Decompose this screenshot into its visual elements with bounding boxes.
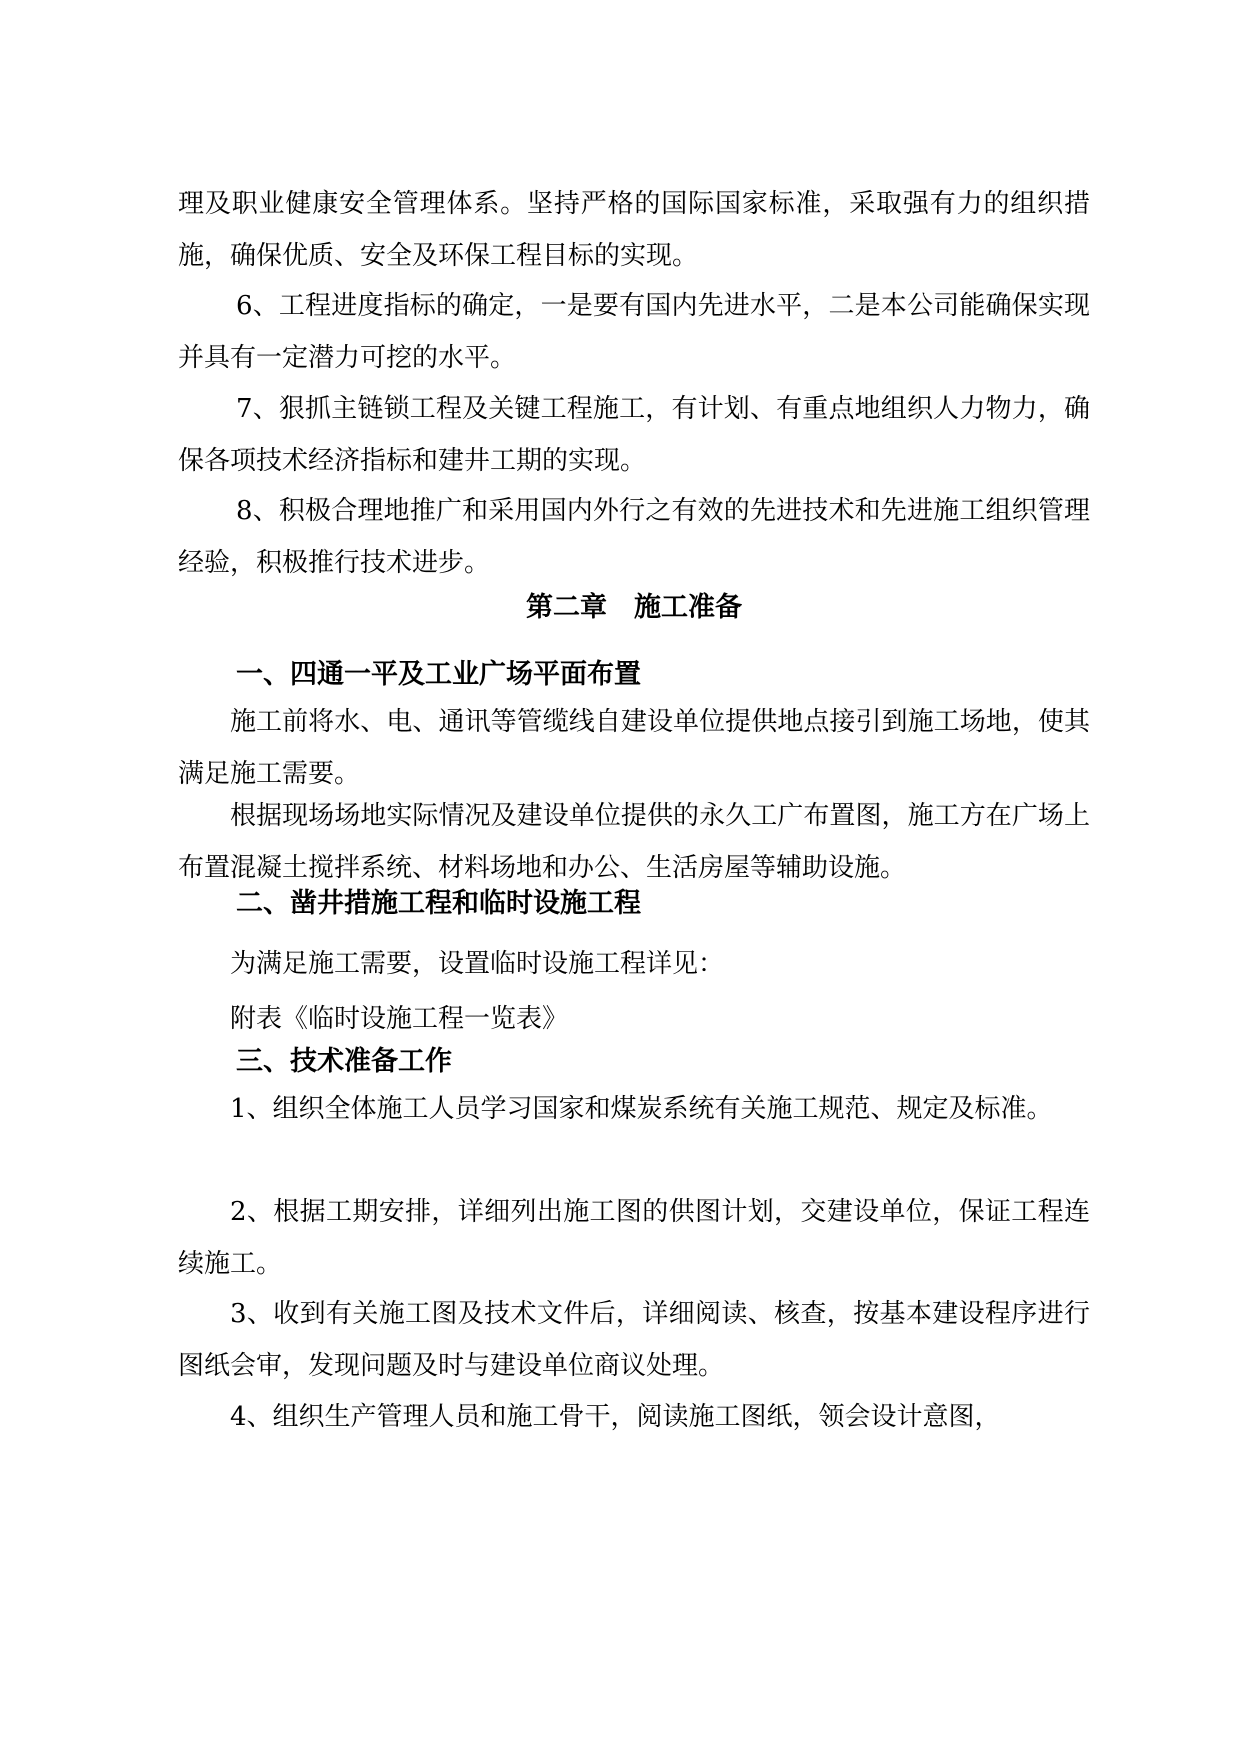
section-3-item-1 (178, 1083, 1090, 1135)
chapter-heading (178, 588, 1090, 628)
section-1-paragraph-1 (178, 696, 1090, 800)
list-item: 2、根据工期安排，详细列出施工图的供图计划，交建设单位，保证工程连续施工。 (178, 1197, 1090, 1279)
paragraph-item-6 (178, 280, 1090, 384)
chapter-title: 第二章 施工准备 (526, 592, 742, 623)
paragraph-text: 6、工程进度指标的确定，一是要有国内先进水平，二是本公司能确保实现并具有一定潜力可挖的水平。 (178, 291, 1090, 373)
paragraph-item-8 (178, 485, 1090, 589)
paragraph-continued (178, 178, 1090, 282)
paragraph-text: 根据现场场地实际情况及建设单位提供的永久工广布置图，施工方在广场上布置混凝土搅拌系统、材料场地和办公、生活房屋等辅助设施。 (178, 801, 1090, 883)
list-item: 1、组织全体施工人员学习国家和煤炭系统有关施工规范、规定及标准。 (230, 1094, 1053, 1124)
section-heading-1 (178, 655, 1090, 695)
section-3-item-4 (178, 1391, 1090, 1443)
list-item: 4、组织生产管理人员和施工骨干，阅读施工图纸，领会设计意图， (230, 1402, 1001, 1432)
section-title: 三、技术准备工作 (236, 1046, 452, 1077)
paragraph-text: 为满足施工需要，设置临时设施工程详见： (230, 949, 725, 979)
paragraph-text: 8、积极合理地推广和采用国内外行之有效的先进技术和先进施工组织管理经验，积极推行技术进步。 (178, 496, 1090, 578)
section-heading-3 (178, 1042, 1090, 1082)
paragraph-text: 7、狠抓主链锁工程及关键工程施工，有计划、有重点地组织人力物力，确保各项技术经济指标和建井工期的实现。 (178, 394, 1090, 476)
section-title: 一、四通一平及工业广场平面布置 (236, 659, 641, 690)
paragraph-text: 附表《临时设施工程一览表》 (230, 1004, 569, 1034)
section-2-paragraph-1 (178, 938, 1090, 990)
section-heading-2 (178, 884, 1090, 924)
section-3-item-3 (178, 1288, 1090, 1392)
paragraph-text: 理及职业健康安全管理体系。坚持严格的国际国家标准，采取强有力的组织措施，确保优质、安全及环保工程目标的实现。 (178, 189, 1090, 271)
paragraph-text: 施工前将水、电、通讯等管缆线自建设单位提供地点接引到施工场地，使其满足施工需要。 (178, 707, 1090, 789)
section-title: 二、凿井措施工程和临时设施工程 (236, 888, 641, 919)
section-1-paragraph-2 (178, 790, 1090, 894)
paragraph-item-7 (178, 383, 1090, 487)
list-item: 3、收到有关施工图及技术文件后，详细阅读、核查，按基本建设程序进行图纸会审，发现问题及时与建设单位商议处理。 (178, 1299, 1090, 1381)
section-2-paragraph-2 (178, 993, 1090, 1045)
section-3-item-2 (178, 1186, 1090, 1290)
